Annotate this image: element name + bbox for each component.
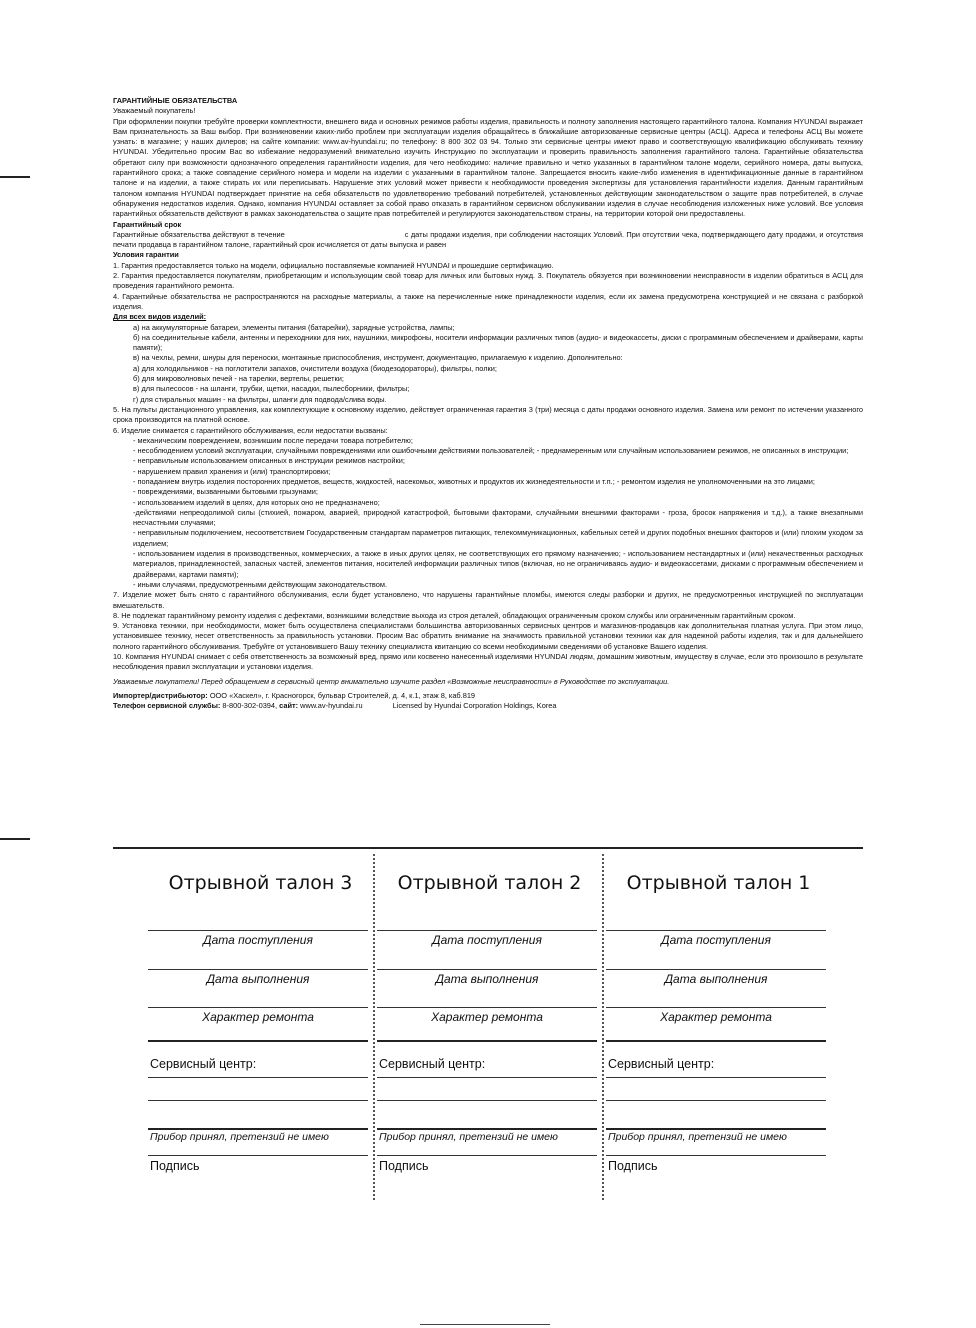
coupon-rule [606, 1128, 826, 1130]
defect-11: - иными случаями, предусмотренными действующим законодательством. [133, 579, 388, 589]
coupon-rule [148, 969, 368, 970]
coupon-rule [148, 1155, 368, 1156]
coupon-rule [377, 1077, 597, 1078]
greeting: Уважаемый покупатель! [113, 106, 196, 116]
signature-label: Подпись [608, 1159, 658, 1173]
cut-line [113, 847, 863, 849]
service-center-label: Сервисный центр: [150, 1057, 257, 1071]
date-done-label: Дата выполнения [664, 972, 768, 986]
defect-1: - механическим повреждением, возникшим после передачи товара потребителю; [133, 435, 413, 445]
defect-6: - повреждениями, вызванными бытовыми грызунами; [133, 487, 318, 497]
coupon-rule [148, 1077, 368, 1078]
defect-9: - неправильным подключением, несоответствием Государственным стандартам параметров питающих, телекоммуникационных, кабельных сетей и других подобных внешних факторов и (или) плохим уходом за изделием; [133, 528, 863, 548]
accepted-label: Прибор принял, претензий не имею [150, 1131, 329, 1143]
site-value: www.av-hyundai.ru [300, 701, 363, 711]
importer-label: Импортер/дистрибьютор: [113, 690, 208, 700]
all-types-a: а) на аккумуляторные батареи, элементы питания (батарейки), зарядные устройства, лампы; [133, 322, 455, 332]
condition-7: 7. Изделие может быть снято с гарантийного обслуживания, если будет установлено, что нарушены гарантийные пломбы, имеются следы разборки и других, не предусмотренных инструкцией по эксплуатации вмешательств. [113, 590, 863, 610]
repair-label: Характер ремонта [202, 1010, 314, 1024]
warranty-text [113, 96, 863, 712]
repair-label: Характер ремонта [660, 1010, 772, 1024]
service-center-label: Сервисный центр: [608, 1057, 715, 1071]
additional-b: б) для микроволновых печей - на тарелки, вертелы, решетки; [133, 374, 344, 384]
coupon-rule [606, 1077, 826, 1078]
term-text-b: с даты продажи изделия, при соблюдении настоящих Условий. При отсутствии чека, подтверждающего дату продажи, и отсутствия печати продавца в гарантийном талоне, гарантийный срок исчисляется от даты выпуска и равен [113, 229, 863, 250]
coupon-rule [377, 969, 597, 970]
condition-8: 8. Не подлежат гарантийному ремонту изделия с дефектами, возникшими вследствие выхода из строя деталей, обладающих ограниченным сроком службы или ограниченным гарантийным сроком. [113, 610, 796, 620]
condition-10: 10. Компания HYUNDAI снимает с себя ответственность за возможный вред, прямо или косвенно нанесенный изделиями HYUNDAI людям, домашним животным, имуществу в случае, если это произошло в результате несоблюдения правил эксплуатации и установки изделия. [113, 652, 863, 672]
coupon-divider-2 [602, 854, 604, 1200]
margin-mark-bottom [0, 838, 30, 840]
all-types-c: в) на чехлы, ремни, шнуры для переноски, монтажные приспособления, инструмент, документацию, прилагаемую к изделию. Дополнительно: [133, 353, 623, 363]
accepted-label: Прибор принял, претензий не имею [608, 1131, 787, 1143]
intro-paragraph: При оформлении покупки требуйте проверки комплектности, внешнего вида и основных режимов работы изделия, правильность и полноту заполнения настоящего гарантийного талона. Компания HYUNDAI выражает Вам признательность за Ваш выбор. При возникновении каких-либо проблем при эксплуатации изделия обращайтесь в ближайшие авторизованные сервисные центры (АСЦ). Адреса и телефоны АСЦ Вы можете узнать: в магазине; у наших дилеров; на сайте компании: www.av-hyundai.ru; по телефону: 8 800 302 03 94. Только эти сервисные центры имеют право и соответствующую квалификацию обслуживать технику HYUNDAI. Убедительно просим Вас во избежание недоразумений внимательно изучить Инструкцию по эксплуатации и проверить правильность заполнения гарантийного талона. Гарантийные обязательства обретают силу при возможности однозначного определения гарантийности изделия, для чего необходимо: наличие правильно и четко указанных в гарантийном талоне модели, серийного номера, даты выпуска, гарантийного срока; а также совпадение серийного номера и модели на изделии с указанными в гарантийном талоне. Запрещается вносить какие-либо изменения в идентификационные данные в гарантийном талоне и на изделии, а также стирать их или переписывать. Нарушение этих условий может привести к необходимости проведения экспертизы для установления гарантийности изделия. Данным гарантийным талоном компания HYUNDAI подтверждает принятие на себя обязательств по удовлетворению требований потребителей, установленных действующим законодательством о защите прав потребителей, в случае обнаружения недостатков изделия. Однако, компания HYUNDAI оставляет за собой право отказать в гарантийном сервисном обслуживании изделия в случае несоблюдения изложенных ниже условий. Все условия гарантийных обязательств действуют в рамках законодательства о защите прав потребителей и регулируются законодательством страны, на территории которой они предоставлены. [113, 116, 863, 219]
coupon-rule [148, 1100, 368, 1101]
additional-c: в) для пылесосов - на шланги, трубки, щетки, насадки, пылесборники, фильтры; [133, 384, 410, 394]
coupon-rule [606, 969, 826, 970]
defect-8: -действиями непреодолимой силы (стихией, пожаром, аварией, природной катастрофой, бытовыми факторами, случайными внешними факторами - гроза, бросок напряжения и т.д.), а также внезапными несчастными случаями; [133, 507, 863, 528]
bottom-edge-line [420, 1324, 550, 1325]
coupon-1 [606, 852, 831, 1200]
term-paragraph [113, 230, 863, 251]
all-types-heading: Для всех видов изделий: [113, 312, 207, 322]
coupon-title: Отрывной талон 2 [397, 872, 582, 894]
coupon-rule [606, 1100, 826, 1101]
service-center-label: Сервисный центр: [379, 1057, 486, 1071]
site-label: сайт: [279, 701, 299, 711]
additional-a: а) для холодильников - на поглотители запахов, очистители воздуха (биодезодораторы), фильтры, полки; [133, 363, 497, 373]
condition-5: 5. На пульты дистанционного управления, как комплектующие к основному изделию, действует ограниченная гарантия 3 (три) месяца с даты продажи основного изделия. Замена или ремонт по истечении указанного срока производится на платной основе. [113, 404, 863, 425]
coupon-2 [377, 852, 602, 1200]
coupon-rule [606, 1007, 826, 1008]
coupon-rule [377, 930, 597, 931]
importer-line [113, 691, 863, 701]
condition-1: 1. Гарантия предоставляется только на модели, официально поставляемые компанией HYUNDAI и прошедшие сертификацию. [113, 260, 554, 270]
coupon-3 [148, 852, 373, 1200]
defect-2: - несоблюдением условий эксплуатации, случайными повреждениями или ошибочными действиями пользователей; - преднамеренным или случайным использованием режимов, не описанных в инструкции; [133, 446, 849, 456]
coupon-divider-1 [373, 854, 375, 1200]
accepted-label: Прибор принял, претензий не имею [379, 1131, 558, 1143]
condition-9: 9. Установка техники, при необходимости, может быть осуществлена специалистами большинства авторизованных сервисных центров и магазинов-продавцов как дополнительная платная услуга. При этом лицо, установившее технику, несет ответственность за правильность установки. Просим Вас обратить внимание на значимость правильной установки техники как для надежной работы изделия, так и для дальнейшего полного гарантийного обслуживания. Требуйте от установившего Вашу технику специалиста квитанцию со всеми необходимыми сведениями об установке Вашего изделия. [113, 621, 863, 651]
additional-d: г) для стиральных машин - на фильтры, шланги для подвода/слива воды. [133, 394, 387, 404]
coupon-rule [377, 1100, 597, 1101]
coupon-rule [606, 930, 826, 931]
defect-7: - использованием изделий в целях, для которых оно не предназначено; [133, 497, 380, 507]
coupon-title: Отрывной талон 1 [626, 872, 811, 894]
signature-label: Подпись [150, 1159, 200, 1173]
condition-4: 4. Гарантийные обязательства не распространяются на расходные материалы, а также на перечисленные ниже принадлежности изделия, если их замена предусмотрена конструкцией и не связана с разборкой изделия. [113, 291, 863, 311]
condition-2: 2. Гарантия предоставляется покупателям, приобретающим и использующим свой товар для личных или бытовых нужд. 3. Покупатель обязуется при возникновении неисправности в изделии обратиться в АСЦ для проведения гарантийного ремонта. [113, 271, 863, 291]
warranty-heading: ГАРАНТИЙНЫЕ ОБЯЗАТЕЛЬСТВА [113, 96, 238, 105]
term-text-a: Гарантийные обязательства действуют в течение [113, 229, 285, 239]
defect-3: - неправильным использованием описанных в инструкции режимов настройки; [133, 456, 405, 466]
date-in-label: Дата поступления [203, 933, 313, 947]
defect-4: - нарушением правил хранения и (или) транспортировки; [133, 466, 331, 476]
coupon-rule [377, 1040, 597, 1042]
coupon-rule [377, 1128, 597, 1130]
all-types-b: б) на соединительные кабели, антенны и переходники для них, наушники, микрофоны, носители информации различных типов (аудио- и видеокассеты, диски с программным обеспечением и драйверами, карты памяти); [133, 332, 863, 353]
coupon-title: Отрывной талон 3 [168, 872, 353, 894]
coupon-rule [377, 1007, 597, 1008]
date-in-label: Дата поступления [432, 933, 542, 947]
coupon-rule [148, 930, 368, 931]
margin-mark-top [0, 176, 30, 178]
license-text: Licensed by Hyundai Corporation Holdings, Korea [392, 701, 557, 711]
phone-label: Телефон сервисной службы: [113, 701, 221, 711]
defect-5: - попаданием внутрь изделия посторонних предметов, веществ, жидкостей, насекомых, животных и продуктов их жизнедеятельности и т.п.; - ремонтом изделия не уполномоченными на это лицами; [133, 476, 815, 486]
service-notice: Уважаемые покупатели! Перед обращением в сервисный центр внимательно изучите раздел «Возможные неисправности» в Руководстве по эксплуатации. [113, 676, 670, 686]
conditions-heading: Условия гарантии [113, 250, 179, 260]
date-done-label: Дата выполнения [435, 972, 539, 986]
repair-label: Характер ремонта [431, 1010, 543, 1024]
coupon-rule [377, 1155, 597, 1156]
defect-10: - использованием изделия в производственных, коммерческих, а также в иных других целях, не соответствующих его прямому назначению; - использованием нестандартных и (или) некачественных расходных материалов, принадлежностей, запасных частей, элементов питания, носителей информации различных типов (включая, но не ограничиваясь аудио- и видеокассетами, дисками с программным обеспечением и драйверами, картами памяти); [133, 549, 863, 579]
signature-label: Подпись [379, 1159, 429, 1173]
coupon-rule [606, 1040, 826, 1042]
coupon-rule [148, 1007, 368, 1008]
phone-line [113, 701, 863, 711]
condition-6: 6. Изделие снимается с гарантийного обслуживания, если недостатки вызваны: [113, 425, 388, 435]
term-heading: Гарантийный срок [113, 219, 182, 229]
date-done-label: Дата выполнения [206, 972, 310, 986]
coupon-rule [606, 1155, 826, 1156]
coupon-rule [148, 1040, 368, 1042]
date-in-label: Дата поступления [661, 933, 771, 947]
importer-value: ООО «Хаскел», г. Красногорск, бульвар Строителей, д. 4, к.1, этаж 8, каб.819 [209, 690, 476, 700]
phone-value: 8-800-302-0394, [222, 701, 278, 711]
coupon-rule [148, 1128, 368, 1130]
